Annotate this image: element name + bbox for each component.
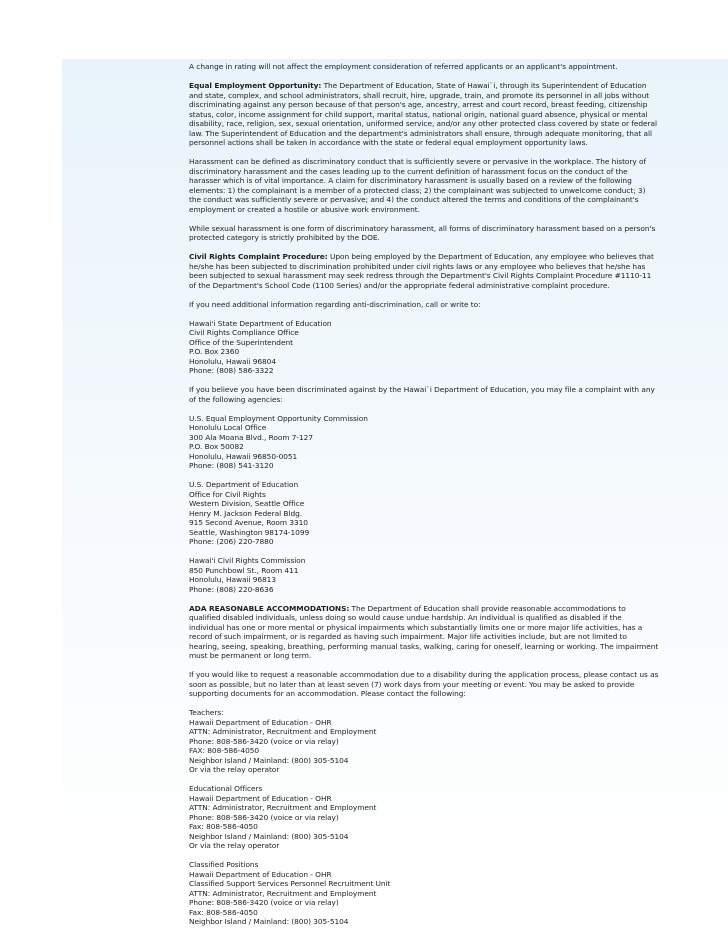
address-line: 915 Second Avenue, Room 3310 [189,518,308,527]
contact-line: Neighbor Island / Mainland: (800) 305-5104 [189,831,349,841]
harassment-paragraph: Harassment can be defined as discriminatory conduct that is sufficiently severe or pervasive in the workplace. The history of discriminatory harassment and the cases leading up to the current definition of harassment focus on the conduct of the harasser which is of vital importance. A claim for discriminatory harassment is usually based on a review of the following elements: 1) the complainant is a member of a protected class; 2) the complainant was subjected to unwelcome conduct; 3) the conduct was sufficiently severe or pervasive; and 4) the conduct altered the terms and conditions of the complainant's employment or created a hostile or abusive work environment. [189,157,647,214]
contact-line: Hawaii Department of Education - OHR [189,717,332,727]
crc-body: Upon being employed by the Department of Education, any employee who believes that he/she has been subjected to discrimination prohibited under civil rights laws or any employee who believes that he/she has been subjected to sexual harassment may seek redress through the Department's Civil Rights Complaint Procedure #1110-11 of the Department's School Code (1100 Series) and/or the appropriate federal administrative complaint procedure. [189,252,654,290]
address-line: P.O. Box 50082 [189,442,244,451]
address-line: Seattle, Washington 98174-1099 [189,527,310,537]
contact-line: Or via the relay operator [189,841,280,850]
contact-line: Hawaii Department of Education - OHR [189,869,332,879]
contact-line: ATTN: Administrator, Recruitment and Employment [189,727,377,736]
crc-heading: Civil Rights Complaint Procedure: [189,252,328,261]
eeo-heading: Equal Employment Opportunity: [189,81,322,90]
contact-line: Teachers: [189,708,224,717]
eeo-body: The Department of Education, State of Hawai`i, through its Superintendent of Education and state, complex, and school administrators, shall recruit, hire, upgrade, train, and promote its personnel in all jobs without discriminating against any person because of that person's age, ancestry, arrest and court record, breast feeding, citizenship status, color, income assignment for child support, marital status, national origin, national guard absence, physical or mental disability, race, religion, sex, sexual orientation, uniformed service, and/or any other protected class covered by state or federal law. The Superintendent of Education and the department's administrators shall ensure, through adequate monitoring, that all personnel actions shall be taken in accordance with the state or federal equal employment opportunity laws. [189,81,657,147]
ada-heading: ADA REASONABLE ACCOMMODATIONS: [189,603,350,613]
address-line: Phone: (808) 586-3322 [189,366,274,375]
address-line: 300 Ala Moana Blvd., Room 7-127 [189,432,313,442]
request-paragraph: If you would like to request a reasonable accommodation due to a disability during the application process, please contact us as soon as possible, but no later than at least seven (7) work days from your meeting or event. You may be asked to provide supporting documents for an accommodation. Please contact the following: [189,670,659,698]
contact-officers [189,784,659,851]
address-line: Office of the Superintendent [189,337,293,347]
contact-line: Phone: 808-586-3420 (voice or via relay) [189,812,339,822]
contact-line: ATTN: Administrator, Recruitment and Employment [189,888,377,898]
address-line: Hawai'i Civil Rights Commission [189,556,306,565]
address-line: Phone: (808) 541-3120 [189,461,274,470]
ada-paragraph [189,604,659,661]
contact-line: Hawaii Department of Education - OHR [189,793,332,803]
address-line: 850 Punchbowl St., Room 411 [189,565,299,575]
document-body [189,62,659,927]
contact-line: Classified Support Services Personnel Recruitment Unit [189,879,391,888]
contact-line: Phone: 808-586-3420 (voice or via relay) [189,736,339,746]
ada-body: The Department of Education shall provide reasonable accommodations to qualified disabled individuals, unless doing so would cause undue hardship. An individual is qualified as disabled if the individual has one or more mental or physical impairments which substantially limits one or more major life activities, has a record of such impairment, or is regarded as having such impairment. Major life activities include, but are not limited to hearing, seeing, speaking, breathing, performing manual tasks, walking, caring for oneself, learning or working. The impairment must be permanent or long term. [189,603,659,660]
address-line: P.O. Box 2360 [189,347,240,356]
address-line: Civil Rights Compliance Office [189,328,299,337]
address-doe [189,319,659,376]
address-line: Honolulu, Hawaii 96804 [189,356,276,366]
contact-line: Fax: 808-586-4050 [189,907,258,917]
address-line: Henry M. Jackson Federal Bldg. [189,508,303,518]
address-usdoe [189,480,659,547]
contact-line: Educational Officers [189,784,263,793]
contact-line: Neighbor Island / Mainland: (800) 305-5104 [189,917,349,926]
contact-classified [189,860,659,927]
address-line: U.S. Equal Employment Opportunity Commission [189,413,368,423]
address-hcrc [189,556,659,594]
rating-change-paragraph: A change in rating will not affect the employment consideration of referred applicants or an applicant's appointment. [189,62,618,71]
agencies-intro-paragraph: If you believe you have been discriminated against by the Hawai`i Department of Education, you may file a complaint with any of the following agencies: [189,385,655,404]
address-eeoc [189,414,659,471]
address-line: U.S. Department of Education [189,480,299,489]
sexual-harassment-paragraph: While sexual harassment is one form of discriminatory harassment, all forms of discriminatory harassment based on a person's protected category is strictly prohibited by the DOE. [189,223,656,242]
contact-line: Or via the relay operator [189,765,280,774]
address-line: Honolulu Local Office [189,423,267,432]
address-line: Honolulu, Hawaii 96850-0051 [189,451,298,461]
address-line: Phone: (808) 220-8636 [189,584,274,594]
contact-line: FAX: 808-586-4050 [189,746,260,755]
address-line: Phone: (206) 220-7880 [189,537,274,546]
address-line: Western Division, Seattle Office [189,499,305,508]
address-line: Honolulu, Hawaii 96813 [189,575,276,584]
crc-paragraph [189,252,659,290]
contact-line: Classified Positions [189,860,259,869]
address-line: Office for Civil Rights [189,489,266,499]
contact-line: Phone: 808-586-3420 (voice or via relay) [189,898,339,907]
address-line: Hawai'i State Department of Education [189,318,332,328]
contact-line: Neighbor Island / Mainland: (800) 305-5104 [189,755,349,765]
contact-line: Fax: 808-586-4050 [189,822,258,831]
more-info-paragraph: If you need additional information regarding anti-discrimination, call or write to: [189,299,481,309]
contact-line: ATTN: Administrator, Recruitment and Employment [189,803,377,812]
eeo-paragraph [189,81,659,148]
contact-teachers [189,708,659,775]
